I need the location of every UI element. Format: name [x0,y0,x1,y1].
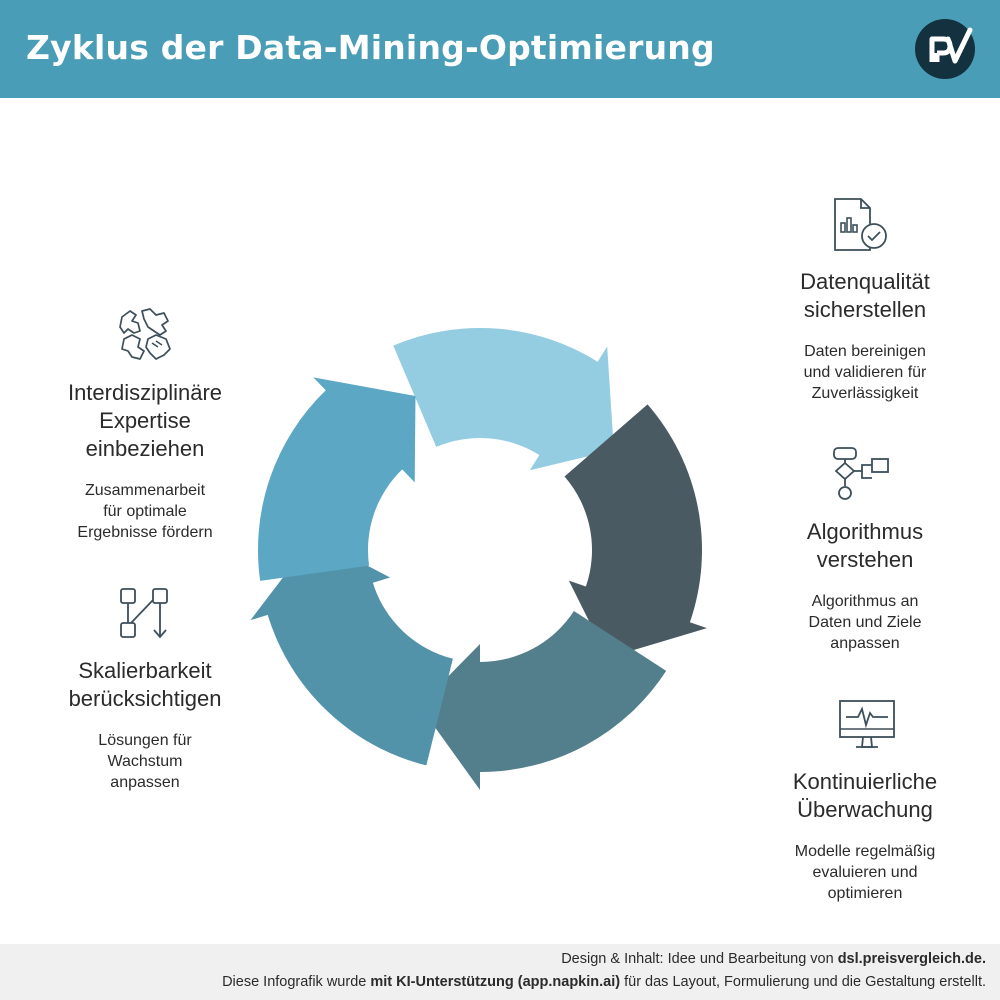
scaling-blocks-icon [117,585,175,643]
algorithmus-desc [745,591,985,654]
algorithmus-desc-line: anpassen [830,635,900,652]
algorithmus-title-line: Algorithmus [806,519,924,544]
expertise-title-line: Expertise [99,408,191,433]
ueberwachung-title-line: Kontinuierliche [792,769,938,794]
handshake-icon [112,305,178,367]
ueberwachung-desc-line: evaluieren und [812,864,918,881]
skalierbarkeit-title-line: berücksichtigen [68,686,222,711]
ueberwachung-title [745,768,985,824]
skalierbarkeit-title [25,657,265,713]
expertise-desc-line: Zusammenarbeit [84,482,206,499]
document-check-icon [826,195,892,255]
header-bar [0,0,1000,98]
ueberwachung-desc [745,841,985,904]
cycle-arrow-light [393,328,614,470]
skalierbarkeit-desc-line: anpassen [110,774,180,791]
datenqualitaet-title-line: sicherstellen [803,297,927,322]
ueberwachung-desc-line: Modelle regelmäßig [794,843,936,860]
expertise-desc-line: Ergebnisse fördern [77,524,213,541]
datenqualitaet-title-line: Datenqualität [800,269,930,294]
algorithmus-title [745,518,985,574]
cycle-diagram [230,300,740,810]
datenqualitaet-title [745,268,985,324]
monitor-pulse-icon [836,697,900,753]
page-title: Zyklus der Data-Mining-Optimierung [26,28,715,67]
cycle-arrow-blue [258,377,415,581]
algorithmus-desc-line: Daten und Ziele [808,614,922,631]
expertise-title-line: einbeziehen [85,436,205,461]
footer-credit-text: Design & Inhalt: Idee und Bearbeitung von [561,951,838,967]
pv-logo [914,18,976,80]
expertise-title [25,379,265,463]
algorithmus-desc-line: Algorithmus an [811,593,919,610]
footer-ai-tool: mit KI-Unterstützung (app.napkin.ai) [370,974,621,990]
expertise-title-line: Interdisziplinäre [67,380,223,405]
datenqualitaet-desc [745,341,985,404]
footer-ai-line [222,974,986,990]
footer-bar [0,944,1000,1000]
datenqualitaet-desc-line: Daten bereinigen [804,343,926,360]
ueberwachung-desc-line: optimieren [827,885,903,902]
footer-ai-text-end: für das Layout, Formulierung und die Gestaltung erstellt. [620,974,986,990]
skalierbarkeit-desc-line: Lösungen für [98,732,192,749]
datenqualitaet-desc-line: und validieren für [803,364,927,381]
flowchart-icon [830,445,892,503]
footer-credit-site: dsl.preisvergleich.de. [837,951,986,967]
ueberwachung-title-line: Überwachung [797,797,933,822]
footer-credit-line [561,951,986,967]
algorithmus-title-line: verstehen [816,547,914,572]
skalierbarkeit-desc-line: Wachstum [107,753,183,770]
footer-ai-text: Diese Infografik wurde [222,974,371,990]
expertise-desc [25,480,265,543]
skalierbarkeit-desc [25,730,265,793]
datenqualitaet-desc-line: Zuverlässigkeit [811,385,919,402]
expertise-desc-line: für optimale [103,503,187,520]
skalierbarkeit-title-line: Skalierbarkeit [78,658,212,683]
